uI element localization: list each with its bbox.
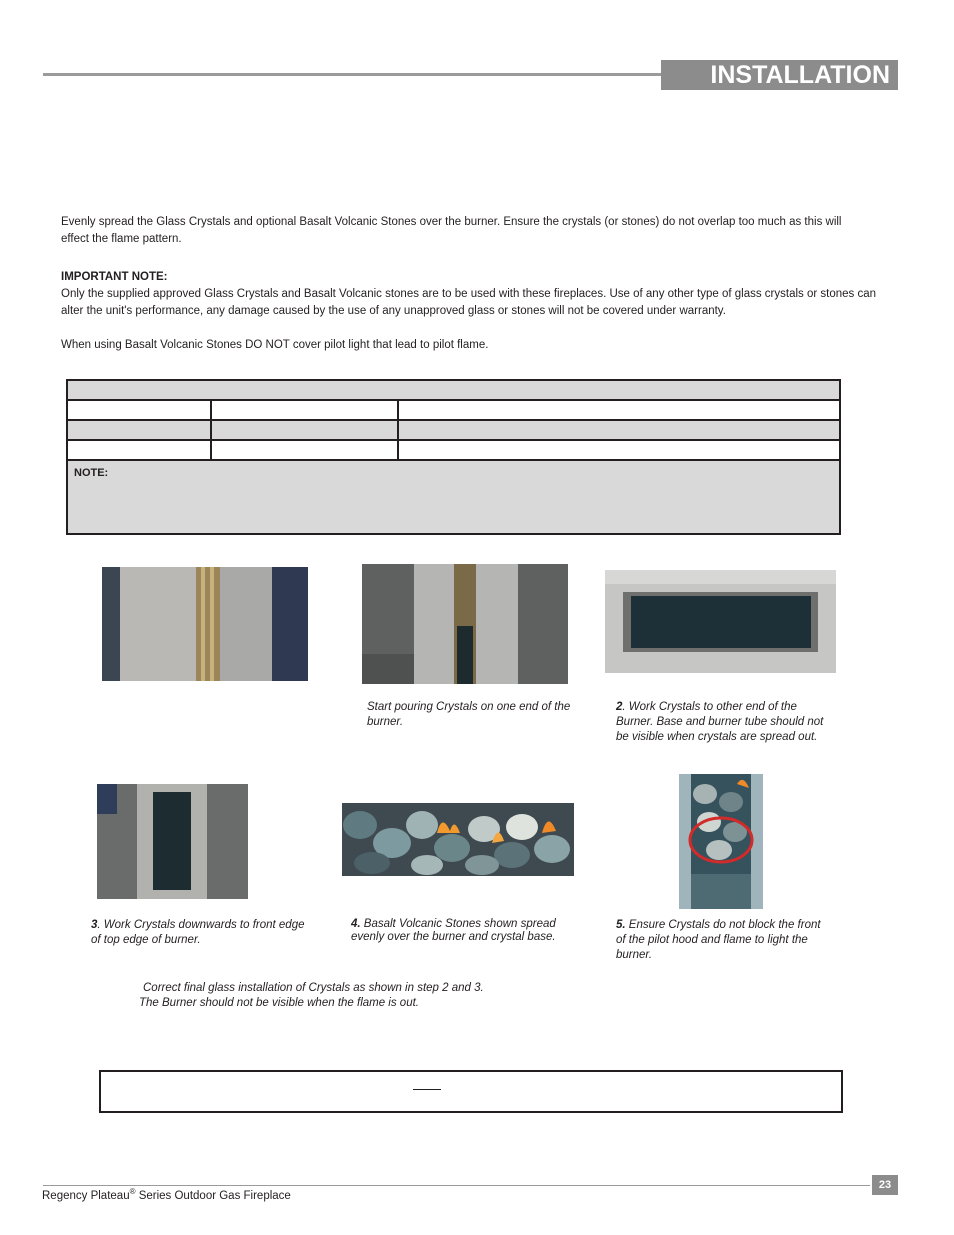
caption-step-3-text: . Work Crystals downwards to front edge of top edge of burner.: [91, 919, 305, 946]
caption-step-1: Start pouring Crystals on one end of the burner.: [367, 701, 571, 728]
notice-box: [99, 1070, 843, 1113]
table-note-label: NOTE:: [67, 460, 840, 534]
notice-underline: [413, 1089, 441, 1090]
caption-step-3-number: 3: [91, 919, 98, 931]
spec-table: [66, 379, 841, 535]
caption-step-4-number: 4.: [351, 918, 361, 930]
footer-brand: Regency Plateau: [42, 1189, 130, 1202]
page-number: 23: [872, 1175, 898, 1195]
caption-step-3: [91, 918, 306, 948]
section-title: INSTALLATION: [661, 60, 898, 90]
intro-paragraph: Evenly spread the Glass Crystals and optional Basalt Volcanic Stones over the burner. Ensure the crystals (or stones) do not overlap too much as this will effect the flame pattern.: [61, 216, 842, 245]
caption-step-5: [616, 918, 831, 963]
photo-crystals-front: [97, 784, 248, 899]
pilot-warning: When using Basalt Volcanic Stones DO NOT cover pilot light that lead to pilot flame.: [61, 339, 489, 351]
final-caption-line-2: The Burner should not be visible when the flame is out.: [139, 997, 419, 1009]
caption-step-4: [351, 918, 571, 944]
final-caption-line-1: Correct final glass installation of Crystals as shown in step 2 and 3.: [143, 982, 484, 994]
caption-step-5-text: Ensure Crystals do not block the front of the pilot hood and flame to light the burner.: [616, 919, 821, 961]
important-label: IMPORTANT NOTE:: [61, 271, 168, 283]
table-row: [67, 400, 840, 420]
footer-series: Series Outdoor Gas Fireplace: [135, 1189, 291, 1202]
photo-crystals-spread: [605, 570, 836, 673]
header-rule: [43, 73, 663, 76]
caption-step-2-number: 2: [616, 701, 623, 713]
table-row: [67, 440, 840, 460]
footer-title: [42, 1187, 291, 1202]
important-text: Only the supplied approved Glass Crystals and Basalt Volcanic stones are to be used with these fireplaces. Use of any other type of glass crystals or stones can alter the unit's performance, any damage caused by the use of any unapproved glass or stones will not be covered under warranty.: [61, 288, 877, 317]
photo-pilot-hood: [679, 774, 763, 909]
caption-step-2: [616, 700, 831, 745]
registered-mark: ®: [129, 1187, 136, 1196]
caption-step-5-number: 5.: [616, 919, 626, 931]
photo-volcanic-stones: [342, 803, 574, 876]
table-note-row: [67, 460, 840, 534]
caption-step-2-text: . Work Crystals to other end of the Burner. Base and burner tube should not be visible when crystals are spread out.: [616, 701, 824, 743]
caption-step-4-text: Basalt Volcanic Stones shown spread evenly over the burner and crystal base.: [351, 918, 556, 943]
table-header-row: [67, 380, 840, 400]
footer-rule: [43, 1185, 870, 1186]
photo-burner-empty: [102, 567, 308, 681]
table-row: [67, 420, 840, 440]
photo-pouring-crystals: [362, 564, 568, 684]
